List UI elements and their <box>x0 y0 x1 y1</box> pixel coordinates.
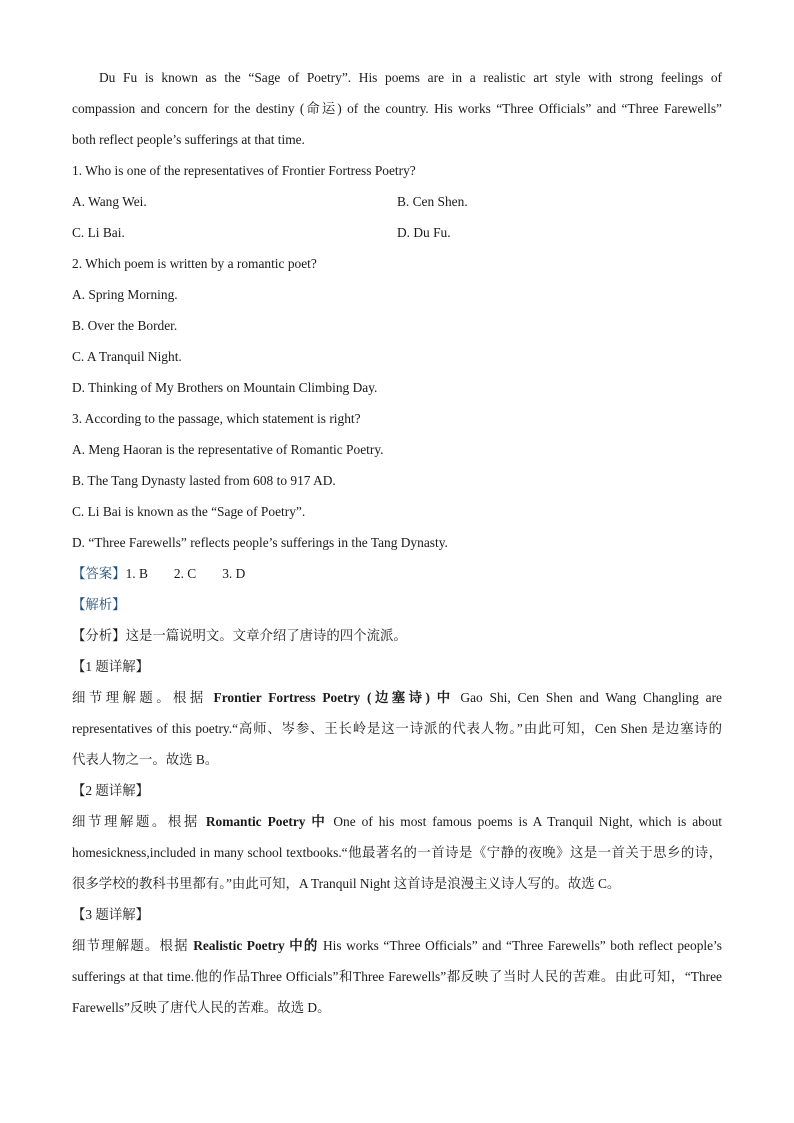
document-page <box>72 62 722 1023</box>
question-3-option-c: C. Li Bai is known as the “Sage of Poetry”. <box>72 504 306 519</box>
question-1-option-a: A. Wang Wei. <box>72 194 147 209</box>
analysis-summary-tag: 【分析】 <box>72 628 126 643</box>
question-2-option-a: A. Spring Morning. <box>72 287 178 302</box>
question-3-option-b: B. The Tang Dynasty lasted from 608 to 917 AD. <box>72 473 336 488</box>
detail-3-quote: His works “Three Officials” and “Three Farewells” both reflect people’s <box>318 938 722 953</box>
detail-2-line-2: homesickness,included in many school textbooks.“他最著名的一首诗是《宁静的夜晚》这是一首关于思乡的诗， <box>72 845 722 860</box>
question-1-stem: 1. Who is one of the representatives of Frontier Fortress Poetry? <box>72 163 416 178</box>
detail-1-quote: Gao Shi, Cen Shen and Wang Changling are <box>453 690 722 705</box>
question-1-options-row-2 <box>72 217 722 248</box>
detail-2-quote: One of his most famous poems is A Tranquil Night, which is about <box>327 814 722 829</box>
detail-2-prefix: 细节理解题。根据 <box>72 814 206 829</box>
question-1-option-c: C. Li Bai. <box>72 225 125 240</box>
question-1-option-b: B. Cen Shen. <box>397 194 468 209</box>
question-1-options-row-1 <box>72 186 722 217</box>
answer-line <box>72 558 722 589</box>
question-2-option-b: B. Over the Border. <box>72 318 178 333</box>
detail-3-line-2: sufferings at that time.他的作品Three Officials”和Three Farewells”都反映了当时人民的苦难。由此可知，“Three <box>72 969 722 984</box>
answer-tag: 【答案】 <box>72 566 126 581</box>
detail-3-tag: 【3 题详解】 <box>72 907 149 922</box>
question-3-stem: 3. According to the passage, which statement is right? <box>72 411 361 426</box>
intro-line-1: Du Fu is known as the “Sage of Poetry”. His poems are in a realistic art style with strong feelings of <box>99 70 722 85</box>
analysis-tag: 【解析】 <box>72 597 126 612</box>
detail-2-keyword: Romantic Poetry 中 <box>205 814 328 829</box>
detail-1-prefix: 细节理解题。根据 <box>72 690 214 705</box>
detail-2-line-3: 很多学校的教科书里都有。”由此可知，A Tranquil Night 这首诗是浪漫主义诗人写的。故选 C。 <box>72 876 621 891</box>
detail-1-line-2: representatives of this poetry.“高师、岑参、王长岭是这一诗派的代表人物。”由此可知，Cen Shen 是边塞诗的 <box>72 721 722 736</box>
detail-3-prefix: 细节理解题。根据 <box>72 938 194 953</box>
analysis-summary-line <box>72 620 722 651</box>
answer-3: 3. D <box>222 566 246 581</box>
answer-2: 2. C <box>173 566 197 581</box>
detail-3-line-1 <box>72 930 722 961</box>
question-2-option-d: D. Thinking of My Brothers on Mountain Climbing Day. <box>72 380 378 395</box>
question-2-stem: 2. Which poem is written by a romantic poet? <box>72 256 317 271</box>
detail-2-line-1 <box>72 806 722 837</box>
detail-1-keyword: Frontier Fortress Poetry (边塞诗) 中 <box>213 690 454 705</box>
intro-line-2: compassion and concern for the destiny (命运) of the country. His works “Three Officials” and “Three Farewells” <box>72 101 722 116</box>
question-2-option-c: C. A Tranquil Night. <box>72 349 182 364</box>
detail-1-tag: 【1 题详解】 <box>72 659 149 674</box>
detail-2-tag: 【2 题详解】 <box>72 783 149 798</box>
detail-3-line-3: Farewells”反映了唐代人民的苦难。故选 D。 <box>72 1000 331 1015</box>
question-1-option-d: D. Du Fu. <box>397 225 451 240</box>
question-3-option-d: D. “Three Farewells” reflects people’s sufferings in the Tang Dynasty. <box>72 535 448 550</box>
intro-line-3: both reflect people’s sufferings at that time. <box>72 132 305 147</box>
detail-3-keyword: Realistic Poetry 中的 <box>193 938 319 953</box>
answer-1: 1. B <box>125 566 148 581</box>
analysis-summary-text: 这是一篇说明文。文章介绍了唐诗的四个流派。 <box>125 628 407 643</box>
detail-1-line-1 <box>72 682 722 713</box>
question-3-option-a: A. Meng Haoran is the representative of Romantic Poetry. <box>72 442 384 457</box>
detail-1-line-3: 代表人物之一。故选 B。 <box>72 752 219 767</box>
